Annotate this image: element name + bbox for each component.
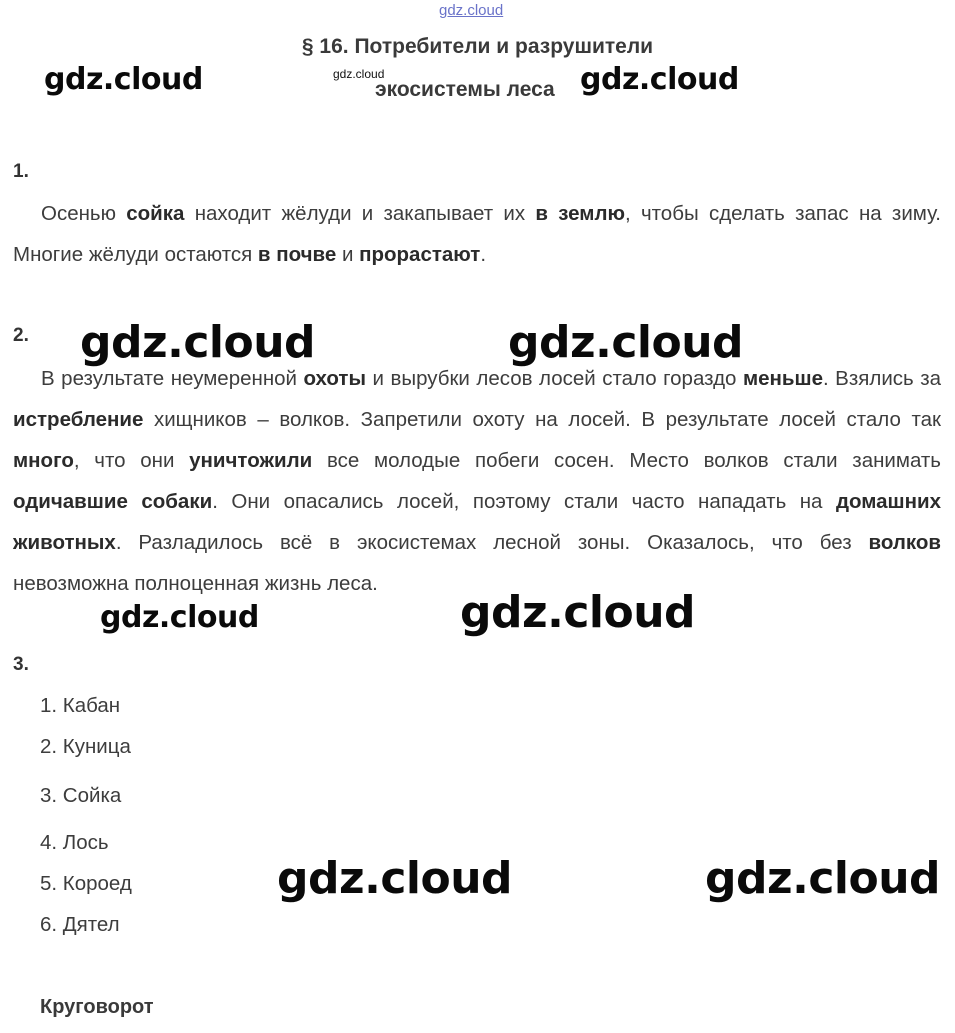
watermark: gdz.cloud <box>580 62 739 97</box>
text-segment: . Разладилось всё в экосистемах лесной зоны. Оказалось, что без <box>115 531 869 554</box>
list-item: 6. Дятел <box>40 913 120 936</box>
text-segment: и вырубки лесов лосей стало гораздо <box>365 367 743 390</box>
bold-term: домашних животных <box>13 490 941 554</box>
list-item: 3. Сойка <box>40 784 122 807</box>
bold-term: прорастают <box>359 243 481 266</box>
bold-term: волков <box>868 531 941 554</box>
watermark: gdz.cloud <box>100 600 259 635</box>
list-item: 2. Куница <box>40 735 131 758</box>
subheading-krugovorot: Круговорот <box>40 996 154 1018</box>
text-segment: находит жёлуди и закапывает их <box>184 202 536 225</box>
bold-term: в землю <box>535 202 625 225</box>
text-segment: , что они <box>73 449 190 472</box>
bold-term: охоты <box>303 367 366 390</box>
list-item: 5. Короед <box>40 872 132 895</box>
watermark: gdz.cloud <box>44 62 203 97</box>
bold-term: одичавшие собаки <box>13 490 213 513</box>
text-segment: хищников – волков. Запретили охоту на лосей. В результате лосей стало так <box>143 408 941 431</box>
watermark: gdz.cloud <box>277 853 513 904</box>
page-subtitle: экосистемы леса <box>375 78 555 101</box>
bold-term: много <box>13 449 74 472</box>
bold-term: уничтожили <box>189 449 313 472</box>
section-number-2: 2. <box>13 325 29 346</box>
watermark: gdz.cloud <box>705 853 941 904</box>
text-segment: все молодые побеги сосен. Место волков стали занимать <box>312 449 941 472</box>
bold-term: в почве <box>257 243 337 266</box>
text-segment: , чтобы сделать запас на зиму. Многие жёлуди остаются <box>13 202 942 266</box>
section-number-3: 3. <box>13 654 29 675</box>
list-item: 4. Лось <box>40 831 109 854</box>
text-segment: Осенью <box>41 202 127 225</box>
text-segment: . <box>480 243 487 266</box>
watermark: gdz.cloud <box>460 587 696 638</box>
section-2-paragraph <box>13 358 941 604</box>
watermark: gdz.cloud <box>508 317 744 368</box>
watermark-top-link[interactable]: gdz.cloud <box>439 2 504 19</box>
list-item: 1. Кабан <box>40 694 121 717</box>
section-number-1: 1. <box>13 161 29 182</box>
bold-term: истребление <box>13 408 144 431</box>
bold-term: сойка <box>126 202 185 225</box>
text-segment: невозможна полноценная жизнь леса. <box>13 572 378 595</box>
text-segment: . Взялись за <box>822 367 941 390</box>
watermark-tiny: gdz.cloud <box>333 67 385 81</box>
bold-term: меньше <box>742 367 823 390</box>
page-title: § 16. Потребители и разрушители <box>301 35 654 58</box>
text-segment: и <box>336 243 360 266</box>
text-segment: . Они опасались лосей, поэтому стали часто нападать на <box>212 490 836 513</box>
watermark: gdz.cloud <box>80 317 316 368</box>
text-segment: В результате неумеренной <box>41 367 304 390</box>
section-1-paragraph <box>13 193 941 275</box>
